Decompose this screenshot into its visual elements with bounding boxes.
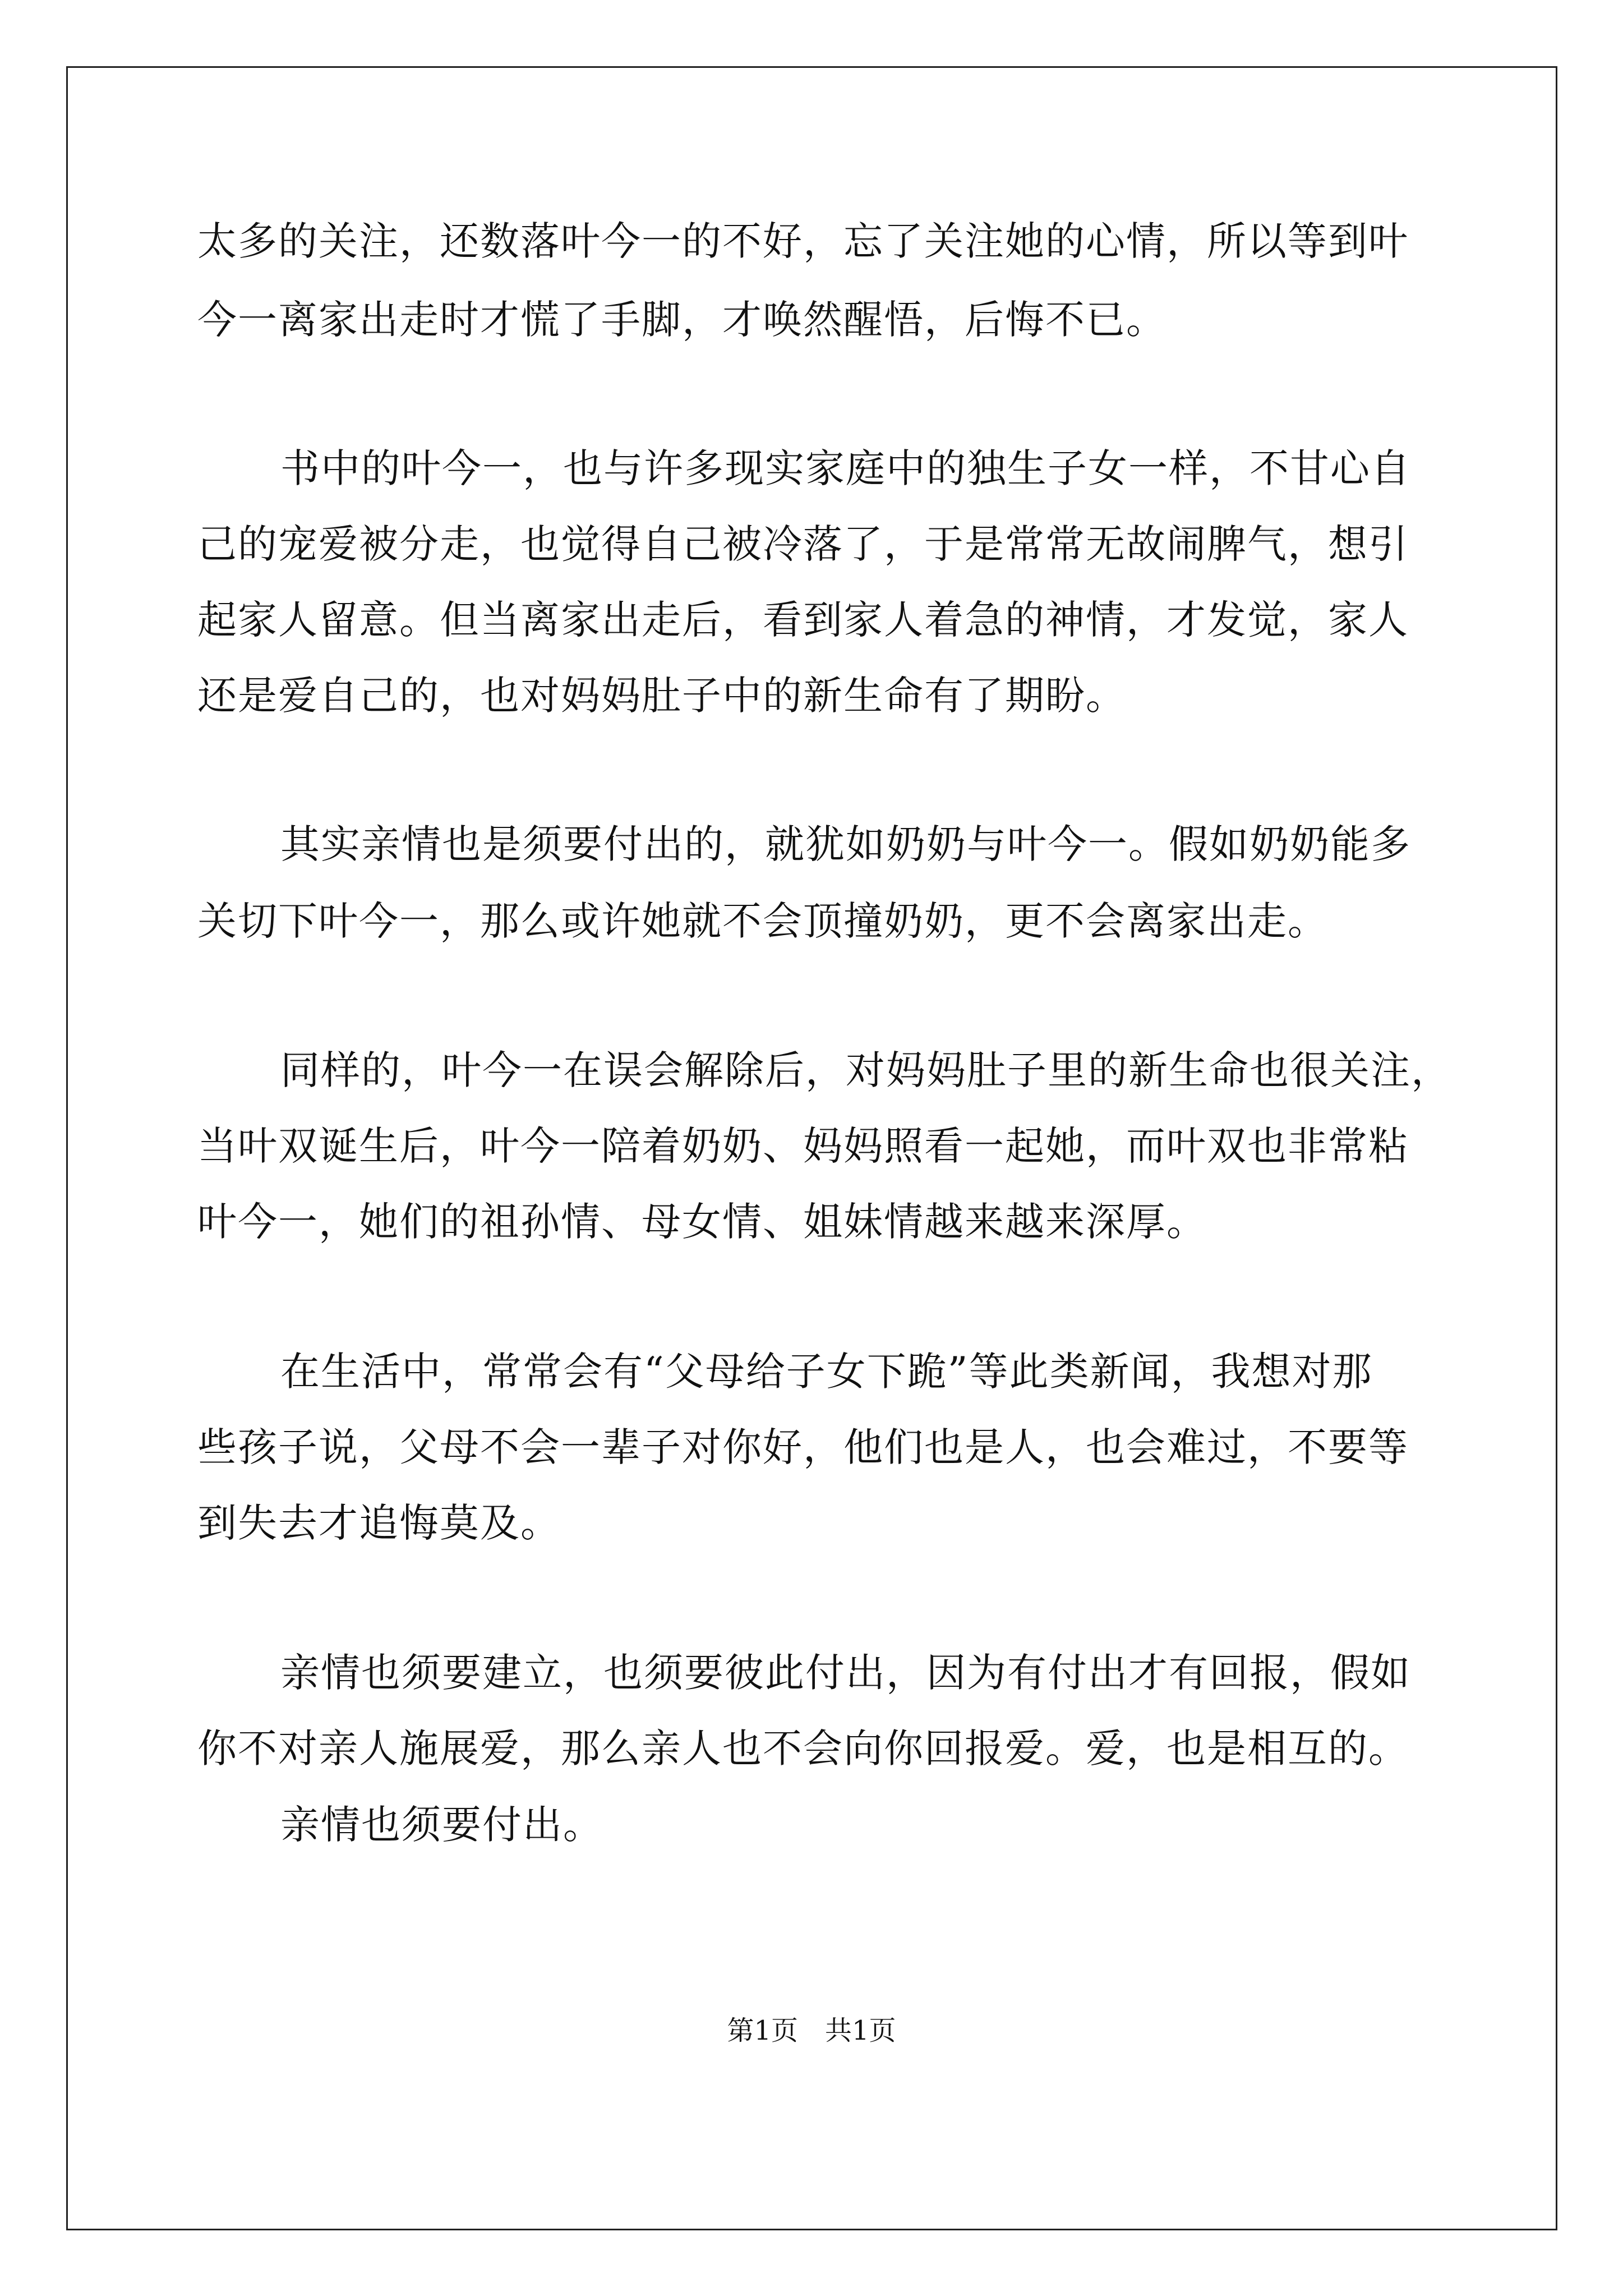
text-line: 关切下叶今一，那么或许她就不会顶撞奶奶，更不会离家出走。 xyxy=(197,898,1328,944)
text-line: 在生活中，常常会有“父母给子女下跪”等此类新闻，我想对那 xyxy=(280,1349,1373,1395)
text-line: 起家人留意。但当离家出走后，看到家人着急的神情，才发觉，家人 xyxy=(197,597,1409,643)
text-line: 同样的，叶今一在误会解除后，对妈妈肚子里的新生命也很关注， xyxy=(280,1047,1451,1093)
text-line: 书中的叶今一，也与许多现实家庭中的独生子女一样，不甘心自 xyxy=(280,445,1411,491)
text-line: 亲情也须要付出。 xyxy=(280,1802,603,1848)
text-line: 些孩子说，父母不会一辈子对你好，他们也是人，也会难过，不要等 xyxy=(197,1424,1409,1470)
text-line: 今一离家出走时才慌了手脚，才唤然醒悟，后悔不已。 xyxy=(197,297,1166,343)
page-number-footer: 第1页 共1页 xyxy=(727,2015,896,2046)
text-line: 太多的关注，还数落叶今一的不好，忘了关注她的心情，所以等到叶 xyxy=(197,218,1409,264)
text-line: 你不对亲人施展爱，那么亲人也不会向你回报爱。爱，也是相互的。 xyxy=(197,1726,1409,1772)
text-line: 亲情也须要建立，也须要彼此付出，因为有付出才有回报，假如 xyxy=(280,1650,1411,1696)
text-line: 叶今一，她们的祖孙情、母女情、姐妹情越来越来深厚。 xyxy=(197,1199,1207,1245)
text-line: 还是爱自己的，也对妈妈肚子中的新生命有了期盼。 xyxy=(197,673,1126,719)
text-line: 当叶双诞生后，叶今一陪着奶奶、妈妈照看一起她，而叶双也非常粘 xyxy=(197,1123,1409,1169)
text-line: 其实亲情也是须要付出的，就犹如奶奶与叶今一。假如奶奶能多 xyxy=(280,821,1411,867)
text-line: 到失去才追悔莫及。 xyxy=(197,1500,561,1546)
text-line: 己的宠爱被分走，也觉得自己被冷落了，于是常常无故闹脾气，想引 xyxy=(197,521,1409,567)
